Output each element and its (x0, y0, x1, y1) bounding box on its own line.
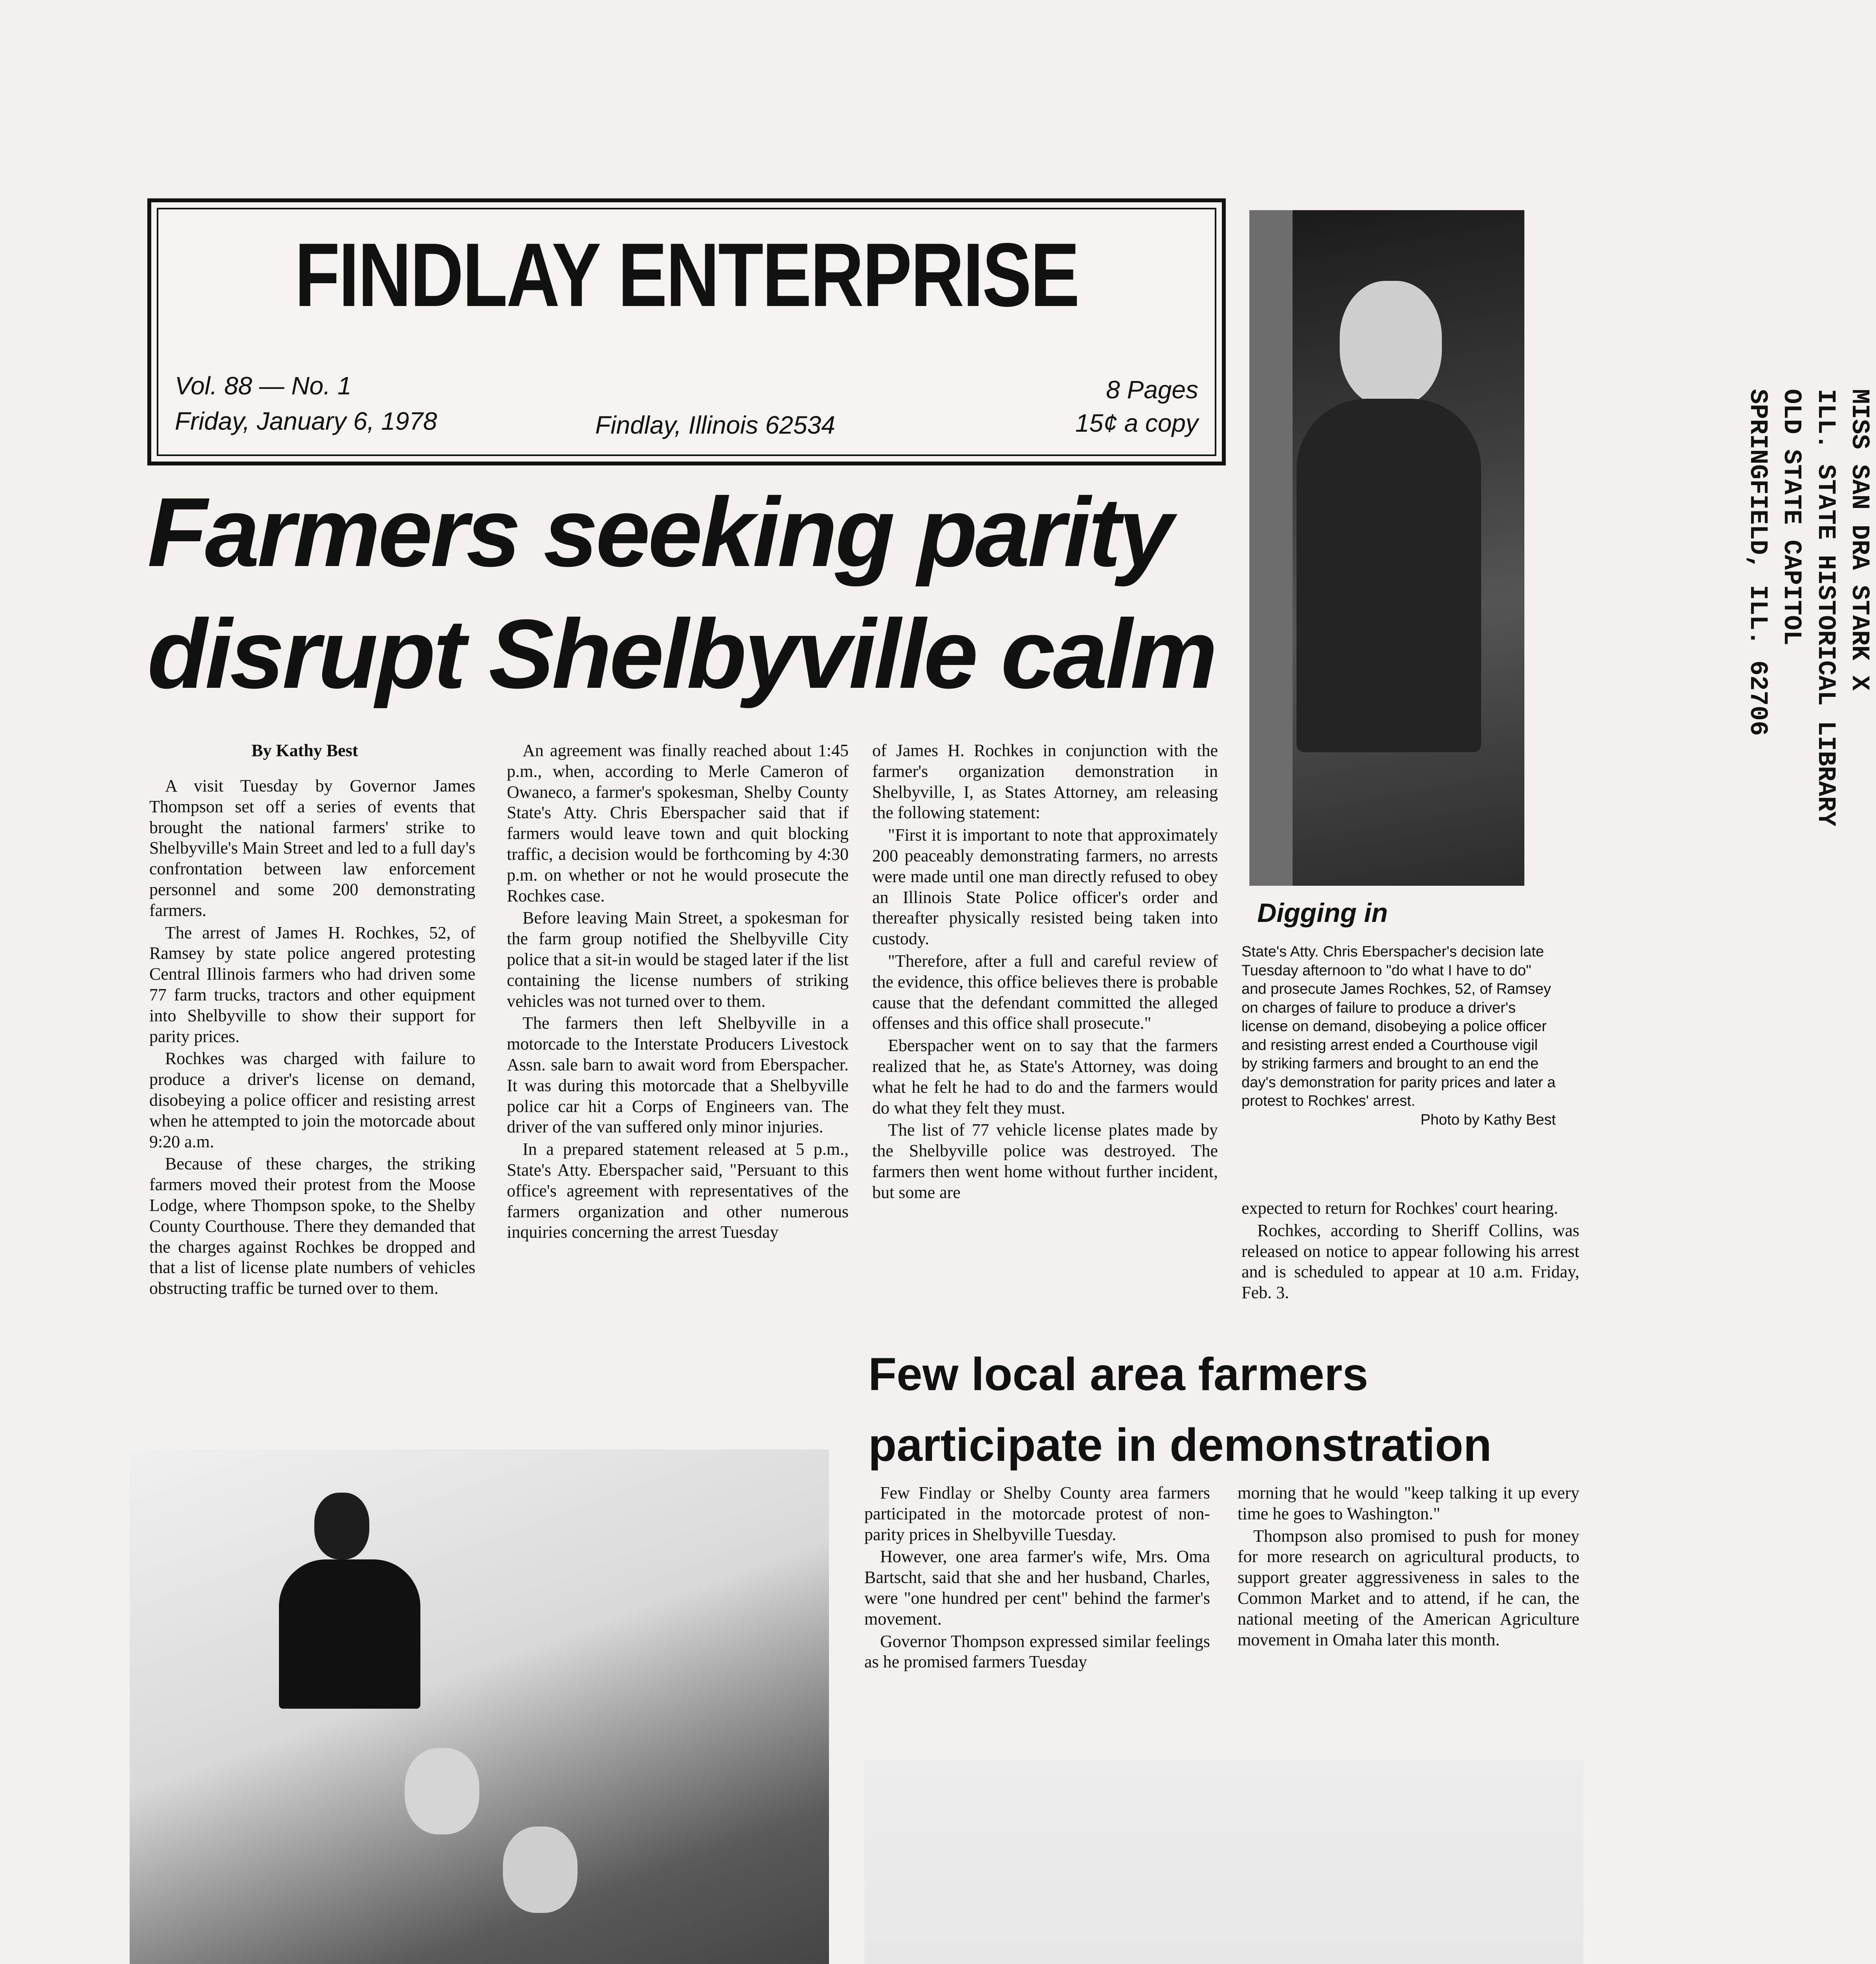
paragraph: Rochkes, according to Sheriff Collins, was released on notice to appear following his arrest and is scheduled to appear at 10 a.m. Friday, Feb. 3. (1241, 1220, 1579, 1303)
paragraph: In a prepared statement released at 5 p.m., State's Atty. Eberspacher said, "Persuant to this office's agreement with representatives of the farmers organization and other numerous inquiries concerning the arrest Tuesday (507, 1140, 849, 1242)
second-story-col1 (864, 1483, 1210, 1674)
paragraph: Before leaving Main Street, a spokesman for the farm group notified the Shelbyville City police that a sit-in would be staged later if the list containing the license numbers of striking vehicles was not turned over to them. (507, 908, 849, 1011)
volume-number: Vol. 88 — No. 1 (175, 372, 352, 400)
main-story-col3 (872, 740, 1218, 1205)
dateline-location: Findlay, Illinois 62534 (595, 411, 835, 439)
paragraph: Eberspacher went on to say that the farmers realized that he, as State's Attorney, was doing what he felt he had to do and the farmers would do what they felt they must. (872, 1036, 1218, 1118)
digging-in-title: Digging in (1257, 898, 1388, 928)
main-story-col1 (149, 776, 475, 1301)
paragraph: The list of 77 vehicle license plates made by the Shelbyville police was destroyed. The farmers then went home without further incident, but some are (872, 1120, 1218, 1202)
page-count: 8 Pages (1106, 376, 1198, 404)
second-headline-line1: Few local area farmers (868, 1348, 1368, 1400)
stamp-line3: OLD STATE CAPITOL (1777, 389, 1806, 645)
paragraph: The farmers then left Shelbyville in a motorcade to the Interstate Producers Livestock Assn. sale barn to await word from Eberspacher. It was during this motorcade that a Shelbyville police car hit a Corps of Engineers van. The driver of the van suffered only minor injuries. (507, 1013, 849, 1137)
paragraph: of James H. Rochkes in conjunction with the farmer's organization demonstration in Shelbyville, I, as States Attorney, am releasing the following statement: (872, 741, 1218, 823)
stamp-line4: SPRINGFIELD, ILL. 62706 (1743, 389, 1771, 736)
library-stamp (1719, 389, 1876, 1057)
digging-in-photo (1249, 210, 1524, 886)
main-story-col4 (1241, 1198, 1579, 1305)
paragraph: Thompson also promised to push for money for more research on agricultural products, to support greater aggressiveness in sales to the Common Market and to attend, if he can, the national meeting of the American Agriculture movement in Omaha later this month. (1238, 1526, 1579, 1649)
main-headline-line1: Farmers seeking parity (147, 477, 1171, 587)
paragraph: "First it is important to note that approximately 200 peaceably demonstrating farmers, no arrests were made until one man directly refused to obey an Illinois State Police officer's order and thereafter physically resisted being taken into custody. (872, 825, 1218, 949)
stamp-line2: ILL. STATE HISTORICAL LIBRARY (1811, 389, 1839, 826)
price: 15¢ a copy (1075, 409, 1198, 437)
stairs-photo (130, 1449, 829, 1964)
masthead-title: FINDLAY ENTERPRISE (294, 224, 1079, 325)
paragraph: morning that he would "keep talking it up every time he goes to Washington." (1238, 1483, 1579, 1523)
stamp-line1: MISS SAN DRA STARK X (1845, 389, 1873, 691)
leaving-town-photo (864, 1760, 1583, 1964)
second-headline-line2: participate in demonstration (868, 1419, 1492, 1471)
byline: By Kathy Best (251, 741, 358, 760)
issue-date: Friday, January 6, 1978 (175, 407, 437, 435)
paragraph: Few Findlay or Shelby County area farmers participated in the motorcade protest of non-parity prices in Shelbyville Tuesday. (864, 1483, 1210, 1544)
paragraph: Rochkes was charged with failure to produce a driver's license on demand, disobeying a police officer and resisting arrest when he attempted to join the motorcade about 9:20 a.m. (149, 1049, 475, 1151)
paragraph: expected to return for Rochkes' court hearing. (1241, 1198, 1558, 1218)
paragraph: A visit Tuesday by Governor James Thompson set off a series of events that brought the national farmers' strike to Shelbyville's Main Street and led to a full day's confrontation between law enforcement personnel and some 200 demonstrating farmers. (149, 776, 475, 920)
digging-in-caption (1241, 943, 1556, 1129)
main-headline-line2: disrupt Shelbyville calm (147, 599, 1216, 709)
paragraph: An agreement was finally reached about 1:45 p.m., when, according to Merle Cameron of Owaneco, a farmer's spokesman, Shelby County State's Atty. Chris Eberspacher said that if farmers would leave town and quit blocking traffic, a decision would be forthcoming by 4:30 p.m. on whether or not he would prosecute the Rochkes case. (507, 741, 849, 905)
main-story-col2 (507, 740, 849, 1244)
second-story-col2 (1238, 1483, 1579, 1652)
masthead (147, 198, 1226, 465)
paragraph: The arrest of James H. Rochkes, 52, of Ramsey by state police angered protesting Central Illinois farmers who had driven some 77 farm trucks, tractors and other equipment into Shelbyville to show their support for parity prices. (149, 923, 475, 1046)
paragraph: Because of these charges, the striking farmers moved their protest from the Moose Lodge, where Thompson spoke, to the Shelby County Courthouse. There they demanded that the charges against Rochkes be dropped and that a list of license plate numbers of vehicles obstructing traffic be turned over to them. (149, 1154, 475, 1298)
paragraph: However, one area farmer's wife, Mrs. Oma Bartscht, said that she and her husband, Charles, were "one hundred per cent" behind the farmer's movement. (864, 1547, 1210, 1629)
paragraph: Governor Thompson expressed similar feelings as he promised farmers Tuesday (864, 1631, 1210, 1672)
paragraph: "Therefore, after a full and careful review of the evidence, this office believes there is probable cause that the defendant committed the alleged offenses and this office shall prosecute." (872, 951, 1218, 1033)
photo-credit: Photo by Kathy Best (1420, 1111, 1556, 1128)
caption-text: State's Atty. Chris Eberspacher's decision late Tuesday afternoon to "do what I have to do" and prosecute James Rochkes, 52, of Ramsey on charges of failure to produce a driver's license on demand, disobeying a police officer and resisting arrest ended a Courthouse vigil by striking farmers and brought to an end the day's demonstration for parity prices and later a protest to Rochkes' arrest. (1241, 944, 1556, 1109)
